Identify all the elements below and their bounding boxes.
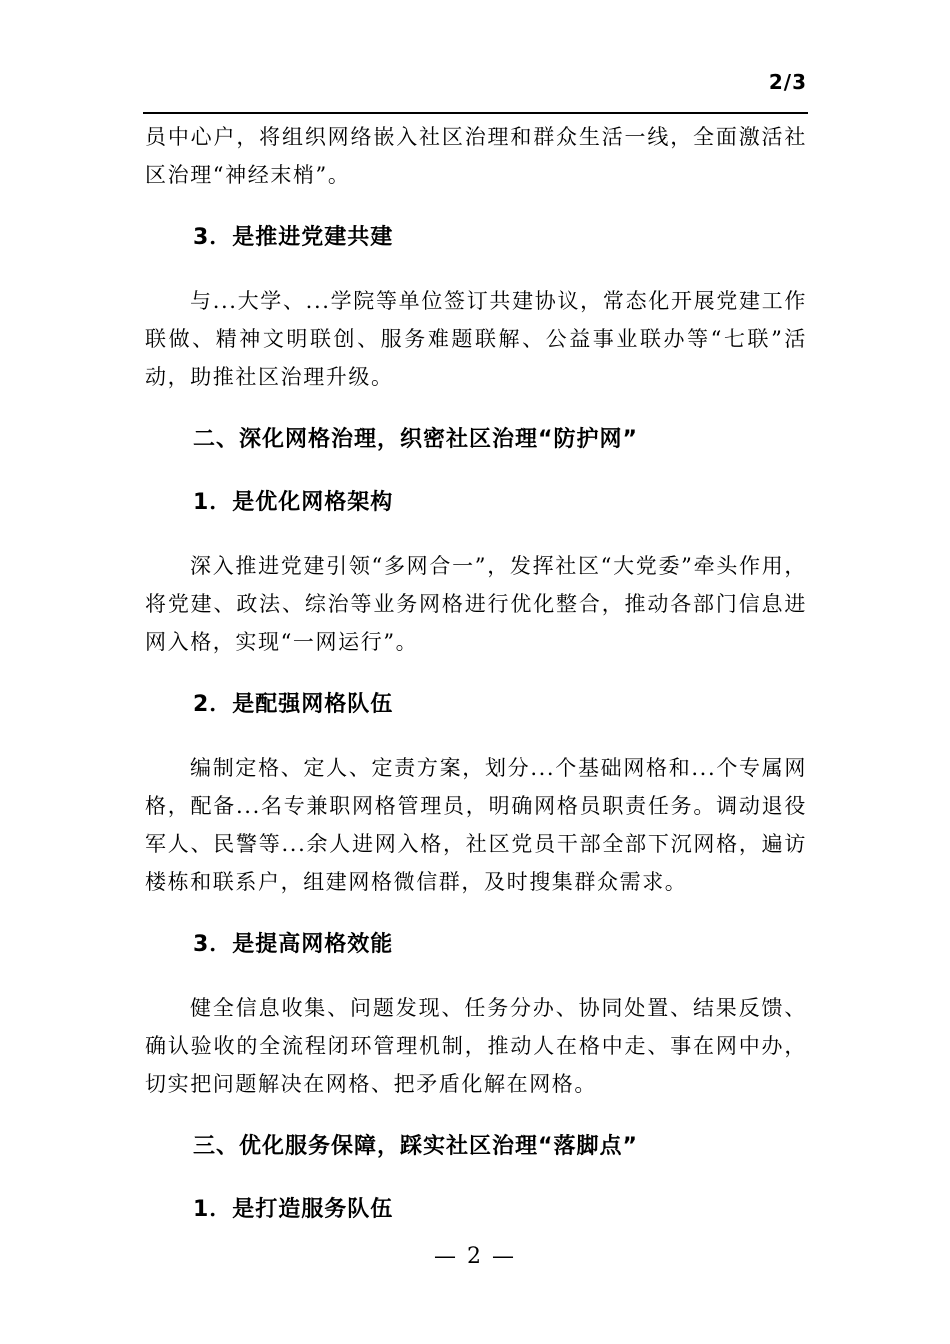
- section-heading: 二、深化网格治理，织密社区治理“防护网”: [193, 427, 638, 452]
- subheading: 2．是配强网格队伍: [193, 692, 394, 717]
- paragraph: 编制定格、定人、定责方案，划分...个基础网格和...个专属网格，配备...名专兼职网格管理员，明确网格员职责任务。调动退役军人、民警等...余人进网入格，社区党员干部全部下沉网格，遍访楼栋和联系户，组建网格微信群，及时搜集群众需求。: [145, 756, 807, 894]
- header-rule: [143, 112, 808, 114]
- subheading: 1．是优化网格架构: [193, 490, 394, 515]
- page-indicator: 2/3: [768, 70, 807, 94]
- page-number-footer: — 2 —: [434, 1244, 516, 1269]
- subheading: 3．是提高网格效能: [193, 932, 394, 957]
- paragraph: 员中心户，将组织网络嵌入社区治理和群众生活一线，全面激活社区治理“神经末梢”。: [145, 125, 807, 187]
- paragraph: 深入推进党建引领“多网合一”，发挥社区“大党委”牵头作用，将党建、政法、综治等业务网格进行优化整合，推动各部门信息进网入格，实现“一网运行”。: [145, 554, 807, 654]
- paragraph: 与...大学、...学院等单位签订共建协议，常态化开展党建工作联做、精神文明联创、服务难题联解、公益事业联办等“七联”活动，助推社区治理升级。: [145, 289, 807, 389]
- subheading: 1．是打造服务队伍: [193, 1197, 394, 1222]
- paragraph: 健全信息收集、问题发现、任务分办、协同处置、结果反馈、确认验收的全流程闭环管理机制，推动人在格中走、事在网中办，切实把问题解决在网格、把矛盾化解在网格。: [145, 996, 807, 1096]
- document-body: [145, 118, 807, 1229]
- subheading: 3．是推进党建共建: [193, 225, 394, 250]
- section-heading: 三、优化服务保障，踩实社区治理“落脚点”: [193, 1134, 638, 1159]
